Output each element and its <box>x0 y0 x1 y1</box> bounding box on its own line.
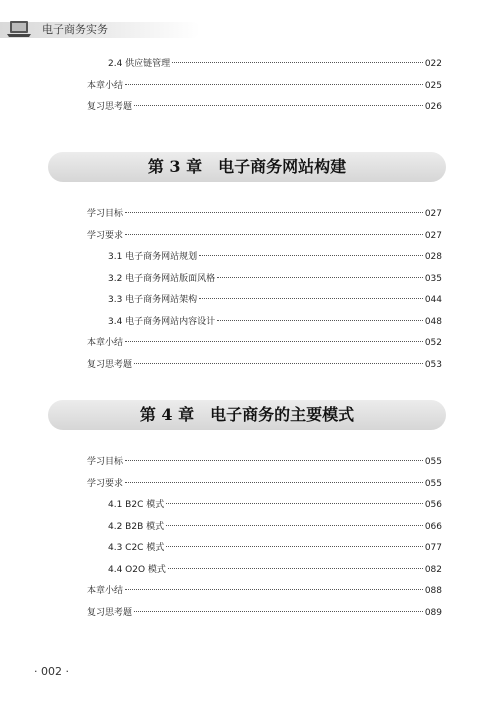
toc-entry[interactable] <box>87 337 442 349</box>
page-number: · 002 · <box>34 665 69 678</box>
toc-entry-page: 055 <box>424 478 442 489</box>
toc-entry-page: 066 <box>424 521 442 532</box>
toc-entry-page: 082 <box>424 564 442 575</box>
toc-entry-label: 本章小结 <box>87 80 124 91</box>
dot-leader <box>125 482 423 483</box>
toc-entry-label: 复习思考题 <box>87 607 133 618</box>
chapter-heading <box>48 152 446 182</box>
toc-entry-page: 052 <box>424 338 442 348</box>
dot-leader <box>168 568 423 569</box>
toc-entry[interactable] <box>87 359 442 371</box>
toc-entry-page: 044 <box>424 295 442 305</box>
toc-entry[interactable] <box>108 521 442 533</box>
toc-entry-label: 3.4 电子商务网站内容设计 <box>108 316 216 327</box>
toc-entry-page: 089 <box>424 607 442 618</box>
toc-entry-label: 复习思考题 <box>87 359 133 370</box>
dot-leader <box>172 62 423 63</box>
toc-entry-label: 3.2 电子商务网站版面风格 <box>108 273 216 284</box>
toc-entry[interactable] <box>87 230 442 242</box>
toc-entry-label: 4.1 B2C 模式 <box>108 500 165 510</box>
toc-entry[interactable] <box>108 542 442 554</box>
toc-entry-page: 088 <box>424 586 442 596</box>
toc-entry[interactable] <box>87 456 442 468</box>
laptop-icon <box>6 19 32 39</box>
chapter-heading <box>48 400 446 430</box>
toc-entry-page: 025 <box>424 80 442 91</box>
dot-leader <box>125 212 423 213</box>
toc-entry[interactable] <box>108 499 442 511</box>
toc-entry[interactable] <box>108 273 442 285</box>
dot-leader <box>199 255 423 256</box>
toc-entry-label: 4.3 C2C 模式 <box>108 543 165 553</box>
dot-leader <box>217 320 423 321</box>
toc-entry-label: 学习要求 <box>87 230 124 241</box>
toc-entry-label: 学习目标 <box>87 457 124 467</box>
dot-leader <box>125 234 423 235</box>
dot-leader <box>134 611 423 612</box>
dot-leader <box>125 460 423 461</box>
toc-entry-page: 077 <box>424 543 442 553</box>
dot-leader <box>217 277 423 278</box>
toc-entry-page: 048 <box>424 316 442 327</box>
dot-leader <box>125 589 423 590</box>
chapter-title: 第 4 章 电子商务的主要模式 <box>139 405 355 424</box>
toc-entry[interactable] <box>87 607 442 619</box>
toc-entry-label: 本章小结 <box>87 586 124 596</box>
toc-entry-label: 复习思考题 <box>87 102 133 112</box>
toc-entry[interactable] <box>108 58 442 70</box>
dot-leader <box>134 363 423 364</box>
toc-entry-label: 3.3 电子商务网站架构 <box>108 295 198 305</box>
toc-entry[interactable] <box>87 101 442 113</box>
dot-leader <box>166 503 423 504</box>
dot-leader <box>166 546 422 547</box>
toc-entry-label: 学习要求 <box>87 478 124 489</box>
toc-entry-page: 035 <box>424 273 442 284</box>
toc-entry-label: 4.2 B2B 模式 <box>108 521 165 532</box>
toc-entry[interactable] <box>108 564 442 576</box>
running-header <box>0 22 200 38</box>
dot-leader <box>134 105 423 106</box>
toc-entry[interactable] <box>87 478 442 490</box>
toc-entry-page: 027 <box>424 230 442 241</box>
toc-entry-label: 3.1 电子商务网站规划 <box>108 252 198 262</box>
toc-entry[interactable] <box>87 208 442 220</box>
toc-entry-label: 2.4 供应链管理 <box>108 59 171 69</box>
toc-entry-page: 055 <box>424 457 442 467</box>
toc-entry[interactable] <box>108 294 442 306</box>
toc-entry-label: 4.4 O2O 模式 <box>108 564 166 575</box>
toc-entry-label: 学习目标 <box>87 209 124 219</box>
toc-entry[interactable] <box>108 251 442 263</box>
toc-entry[interactable] <box>87 585 442 597</box>
toc-entry-page: 026 <box>424 102 442 112</box>
toc-entry[interactable] <box>108 316 442 328</box>
header-title: 电子商务实务 <box>42 23 108 36</box>
toc-entry-page: 022 <box>424 59 442 69</box>
toc-entry[interactable] <box>87 80 442 92</box>
dot-leader <box>125 84 423 85</box>
toc-entry-page: 027 <box>424 209 442 219</box>
chapter-title: 第 3 章 电子商务网站构建 <box>147 157 347 176</box>
toc-entry-label: 本章小结 <box>87 338 124 348</box>
dot-leader <box>199 298 423 299</box>
toc-entry-page: 028 <box>424 252 442 262</box>
dot-leader <box>125 341 423 342</box>
dot-leader <box>166 525 423 526</box>
toc-entry-page: 056 <box>424 500 442 510</box>
toc-entry-page: 053 <box>424 359 442 370</box>
